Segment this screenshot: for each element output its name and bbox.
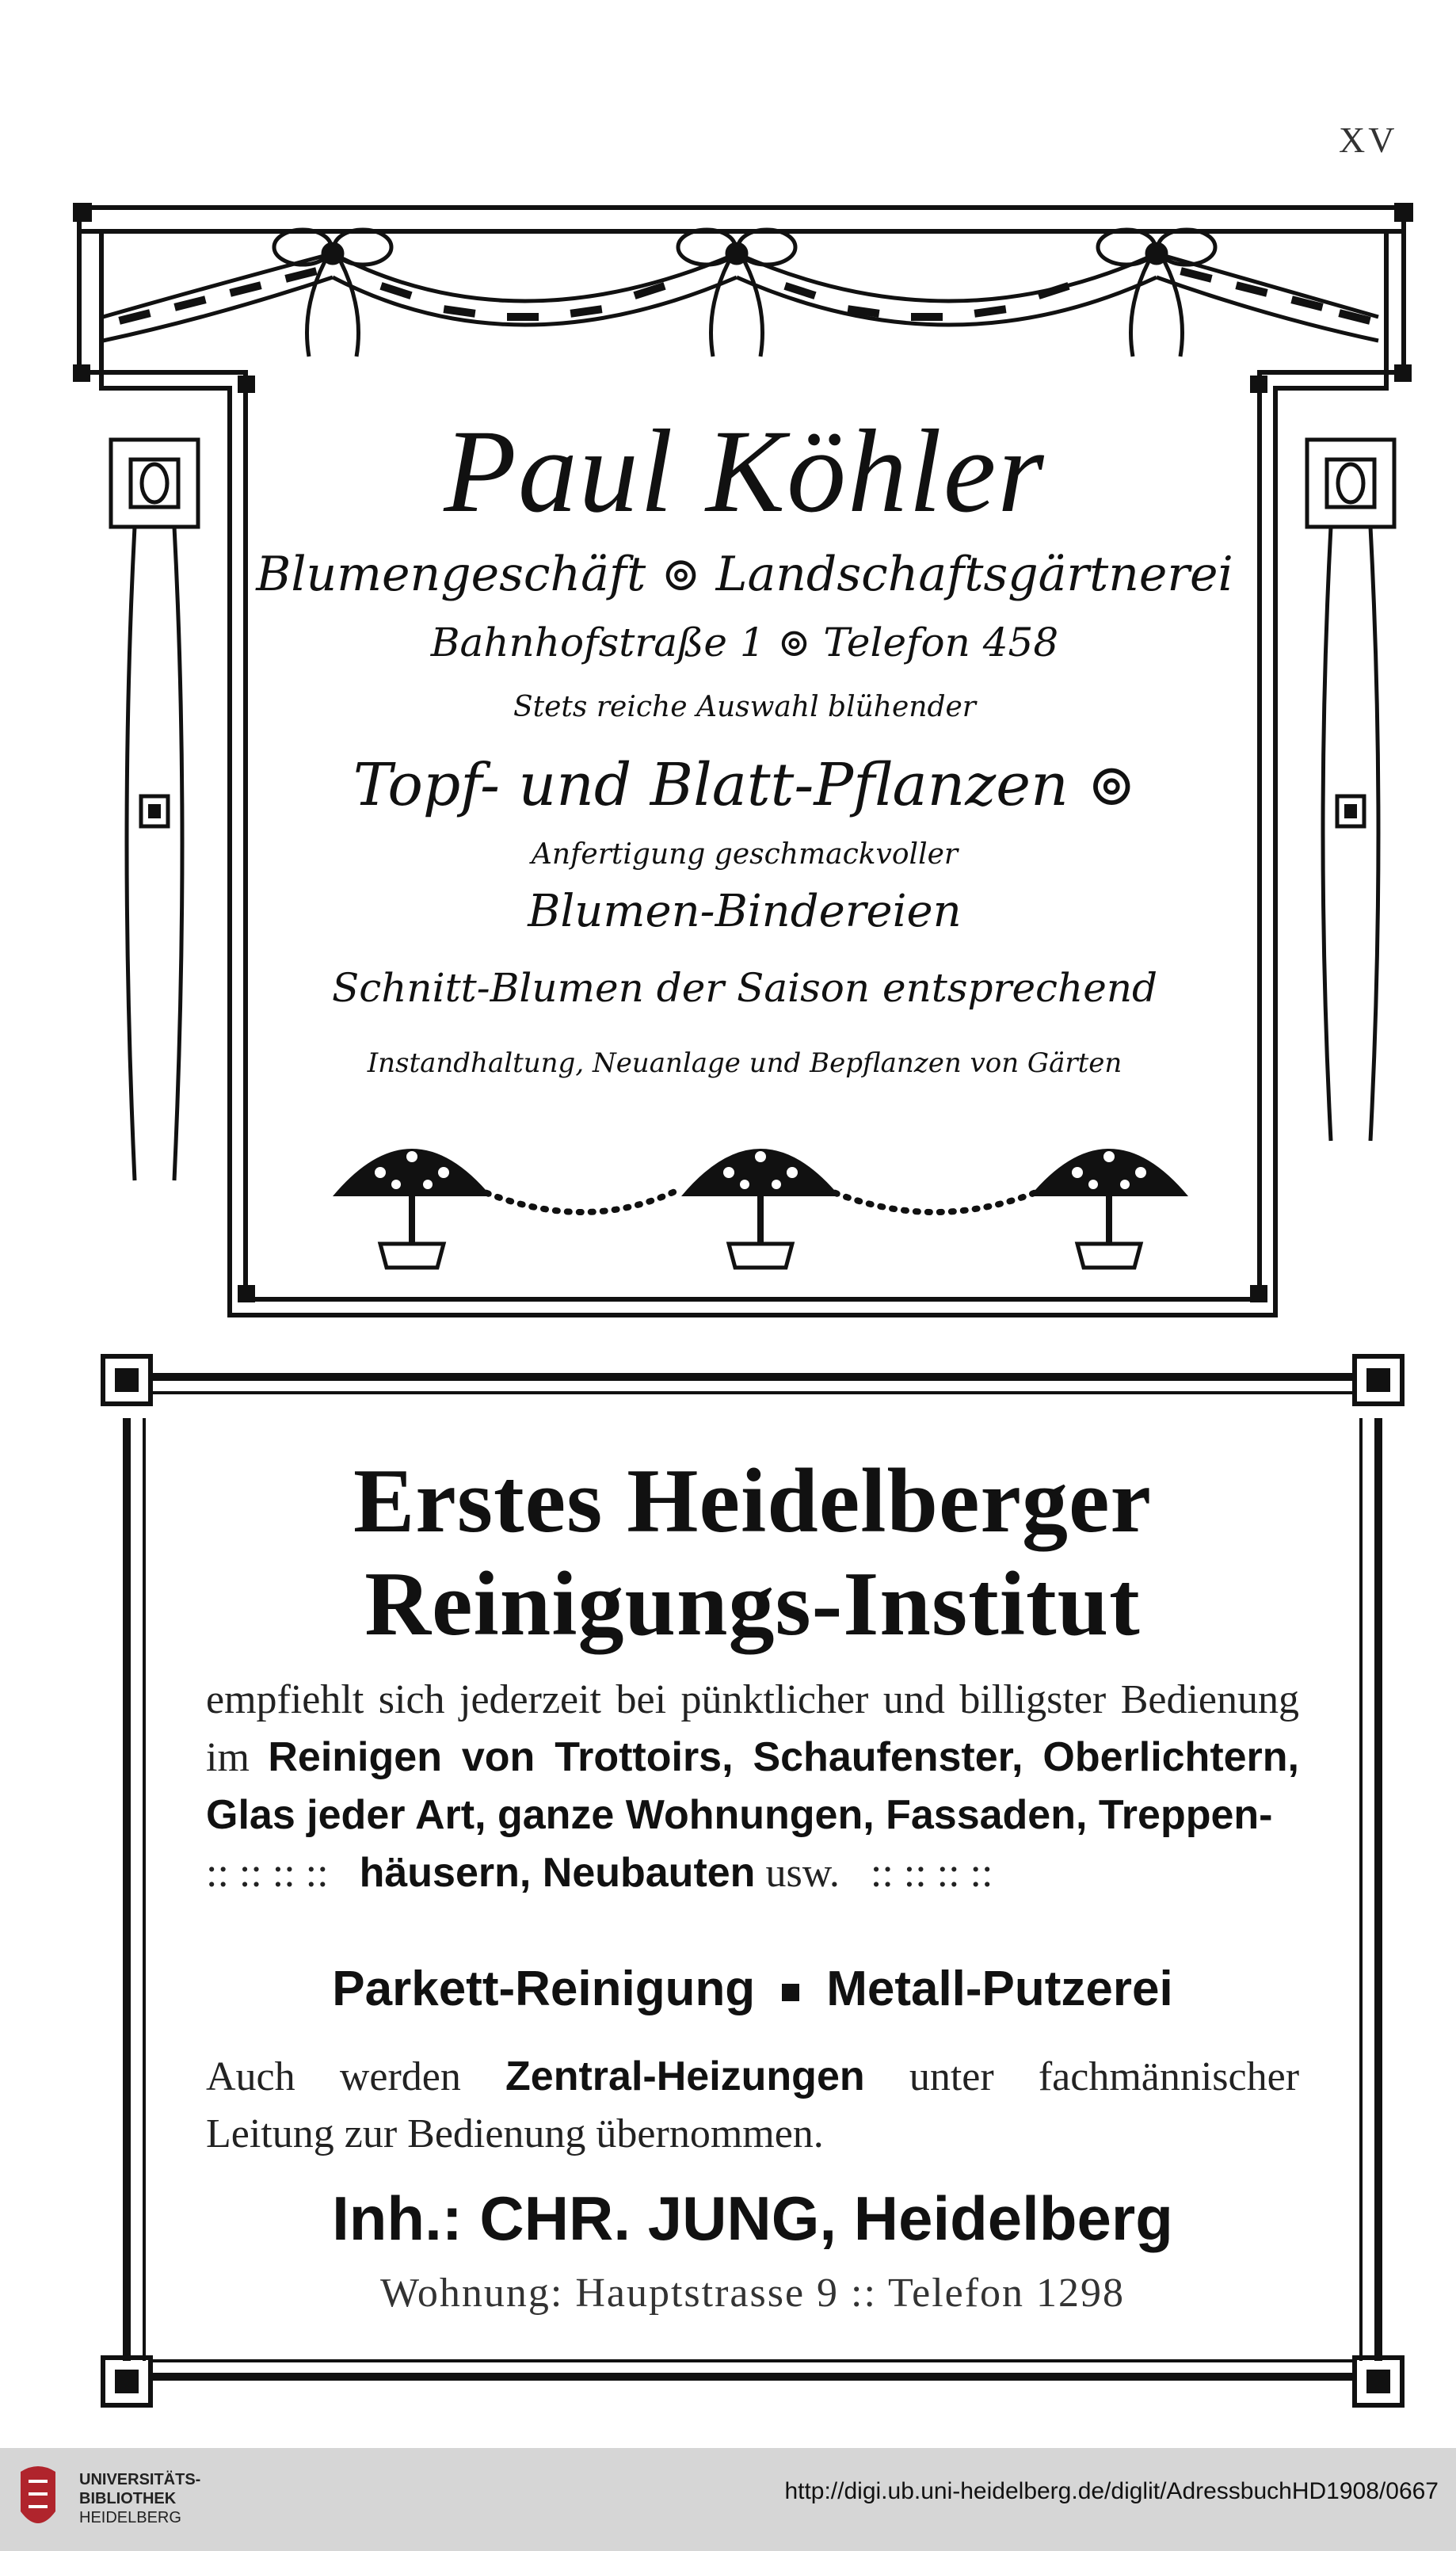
square-bullet-icon: [782, 1984, 799, 2001]
ad2-body-services: Reinigen von Trottoirs, Schaufenster, Oberlichtern, Glas jeder Art, ganze Wohnungen, Fassaden, Treppen-: [206, 1734, 1300, 1838]
ad2-body2-intro: Auch werden: [206, 2054, 461, 2099]
ad2-services-line: [206, 1961, 1299, 2017]
ad1-line-assortment: Stets reiche Auswahl blühender: [513, 691, 976, 723]
ad1-line-business-type: Blumengeschäft ⊚ Landschaftsgärtnerei: [256, 547, 1233, 602]
ad1-line-crafting: Anfertigung geschmackvoller: [531, 838, 959, 871]
ad1-line-plants: Topf- und Blatt-Pflanzen ⊚: [353, 751, 1137, 819]
ad2-owner: Inh.: CHR. JUNG, Heidelberg: [332, 2183, 1173, 2253]
library-name-line1: UNIVERSITÄTS-: [79, 2471, 201, 2488]
library-name-line3: HEIDELBERG: [79, 2509, 181, 2526]
ad2-body2-end: unter fachmännischer Leitung zur Bedienung übernommen.: [206, 2054, 1300, 2156]
library-name: [79, 2470, 200, 2527]
library-logo-icon: [16, 2464, 60, 2535]
ad2-service-metal: Metall-Putzerei: [826, 1962, 1173, 2016]
page-number: XV: [1339, 120, 1398, 160]
ad1-line-cut-flowers: Schnitt-Blumen der Saison entsprechend: [331, 965, 1158, 1011]
ad1-line-address: Bahnhofstraße 1 ⊚ Telefon 458: [430, 620, 1059, 665]
ad2-title-line2: Reinigungs-Institut: [364, 1554, 1141, 1655]
ad2-body-separator-2: :: :: :: ::: [870, 1851, 993, 1896]
library-name-line2: BIBLIOTHEK: [79, 2490, 177, 2507]
ad1-line-gardens: Instandhaltung, Neuanlage und Bepflanzen von Gärten: [367, 1047, 1122, 1079]
source-url-link[interactable]: http://digi.ub.uni-heidelberg.de/diglit/AdressbuchHD1908/0667: [784, 2478, 1439, 2504]
ad2-service-parquet: Parkett-Reinigung: [332, 1962, 756, 2016]
ad2-body-etc: usw.: [765, 1851, 840, 1896]
ad2-body-separator-1: :: :: :: ::: [206, 1851, 329, 1896]
ad2-body-paragraph: [206, 1672, 1299, 1902]
ad1-line-bindings: Blumen-Bindereien: [528, 886, 962, 937]
ad2-address: Wohnung: Hauptstrasse 9 :: Telefon 1298: [379, 2271, 1126, 2316]
ad2-body-services-2: häusern, Neubauten: [359, 1850, 756, 1896]
ad2-heating-paragraph: [206, 2048, 1299, 2163]
ad2-body2-heating: Zentral-Heizungen: [505, 2053, 865, 2099]
ad2-title-line1: Erstes Heidelberger: [353, 1451, 1152, 1552]
ad2-body-intro: empfiehlt sich jederzeit bei pünktlicher und billigster Bedienung im: [206, 1677, 1299, 1780]
ad1-business-name: Paul Köhler: [444, 406, 1046, 537]
